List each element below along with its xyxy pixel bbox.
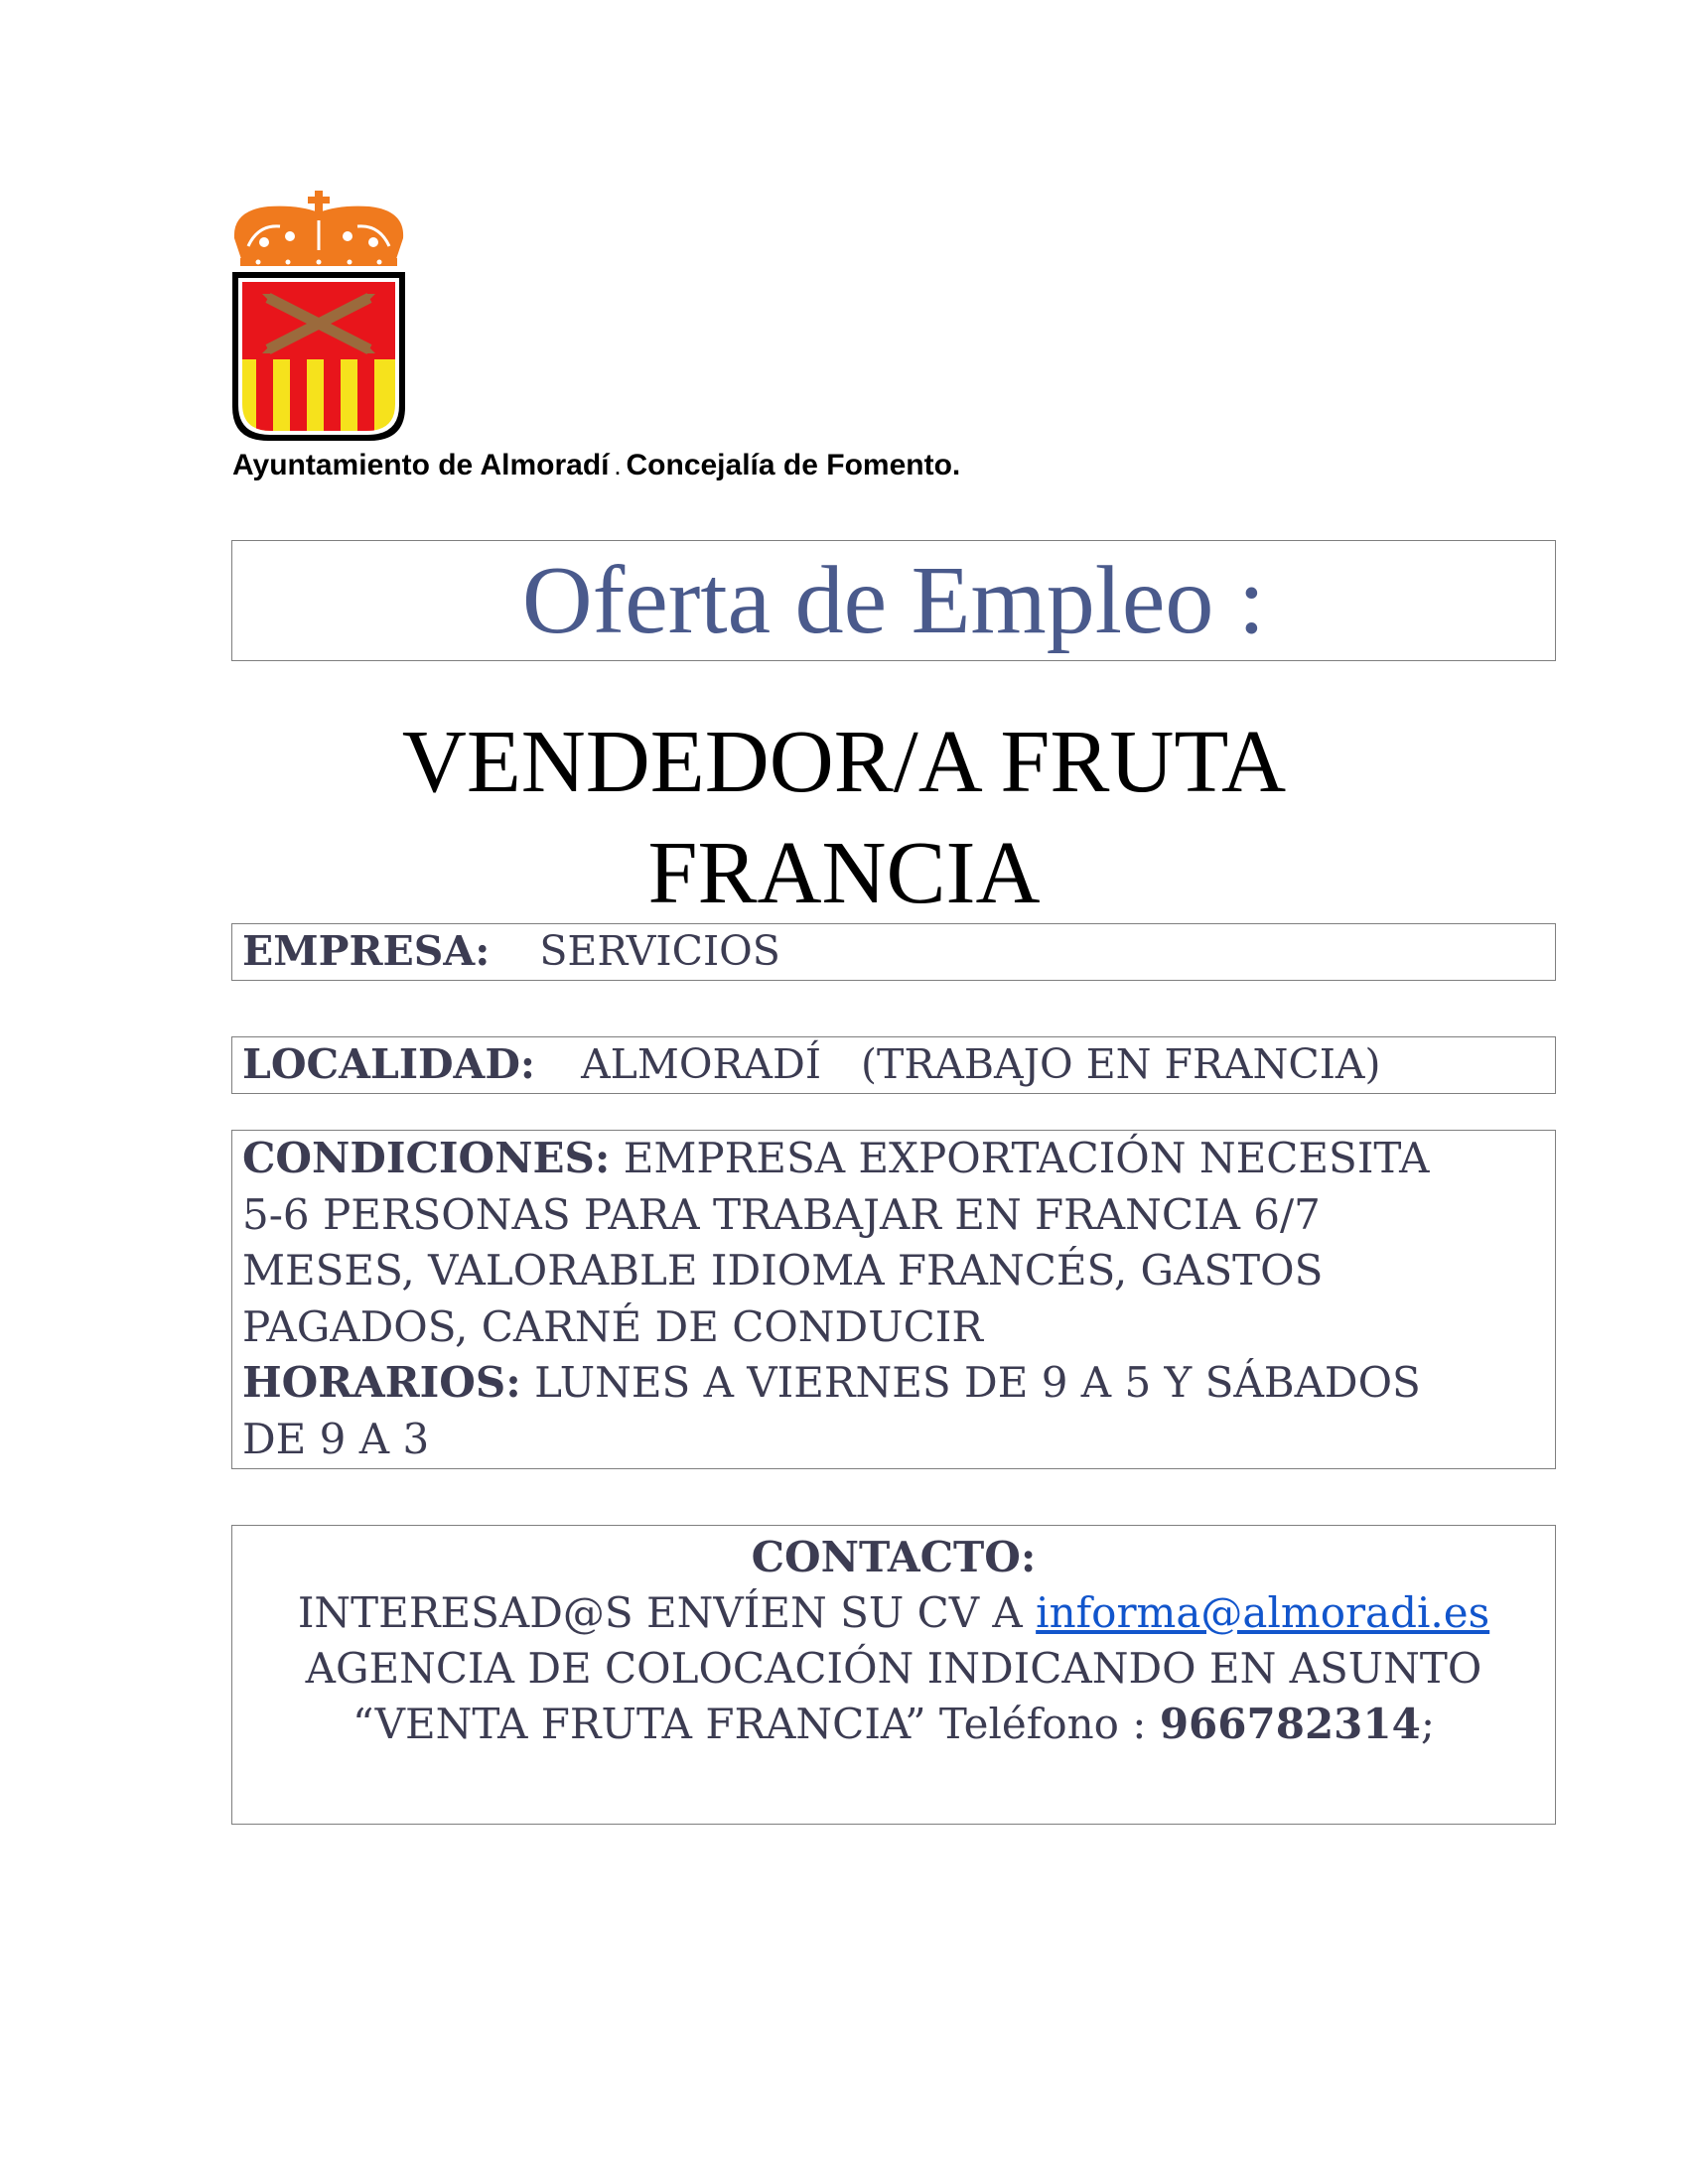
organization-name: Ayuntamiento de Almoradí <box>232 449 610 481</box>
department-name: Concejalía de Fomento. <box>626 449 961 481</box>
localidad-note: (TRABAJO EN FRANCIA) <box>861 1040 1381 1088</box>
contacto-label: CONTACTO: <box>751 1533 1037 1581</box>
condiciones-text-4: PAGADOS, CARNÉ DE CONDUCIR <box>242 1301 983 1351</box>
offer-title: Oferta de Empleo : <box>521 547 1266 654</box>
empresa-box <box>231 923 1556 981</box>
condiciones-text-2: 5-6 PERSONAS PARA TRABAJAR EN FRANCIA 6/7 <box>242 1189 1321 1239</box>
localidad-box <box>231 1036 1556 1094</box>
horarios-text-1: LUNES A VIERNES DE 9 A 5 Y SÁBADOS <box>534 1358 1421 1407</box>
crown-icon <box>234 191 403 266</box>
header-separator: . <box>615 459 621 478</box>
contacto-box <box>231 1525 1556 1825</box>
localidad-label: LOCALIDAD: <box>242 1040 536 1088</box>
email-link[interactable]: informa@almoradi.es <box>1036 1588 1490 1637</box>
organization-header <box>232 449 960 482</box>
shield-icon <box>232 272 405 441</box>
horarios-text-2: DE 9 A 3 <box>242 1414 430 1463</box>
condiciones-box <box>231 1130 1556 1469</box>
job-title-line-2: FRANCIA <box>647 824 1041 922</box>
coat-of-arms-icon <box>228 191 409 445</box>
condiciones-text-1: EMPRESA EXPORTACIÓN NECESITA <box>623 1134 1430 1182</box>
contacto-text-3: “VENTA FRUTA FRANCIA” Teléfono : <box>352 1700 1147 1748</box>
job-title <box>199 707 1489 929</box>
job-title-line-1: VENDEDOR/A FRUTA <box>401 713 1287 811</box>
horarios-label: HORARIOS: <box>242 1358 521 1407</box>
offer-title-box <box>231 540 1556 661</box>
condiciones-text-3: MESES, VALORABLE IDIOMA FRANCÉS, GASTOS <box>242 1246 1324 1295</box>
condiciones-label: CONDICIONES: <box>242 1134 611 1182</box>
localidad-value: ALMORADÍ <box>581 1040 822 1088</box>
contacto-text-1: INTERESAD@S ENVÍEN SU CV A <box>297 1588 1023 1637</box>
phone-number: 966782314 <box>1159 1700 1421 1748</box>
empresa-label: EMPRESA: <box>242 927 491 975</box>
contacto-text-3-end: ; <box>1420 1700 1435 1748</box>
empresa-value: SERVICIOS <box>539 927 780 975</box>
contacto-text-2: AGENCIA DE COLOCACIÓN INDICANDO EN ASUNTO <box>305 1644 1482 1693</box>
